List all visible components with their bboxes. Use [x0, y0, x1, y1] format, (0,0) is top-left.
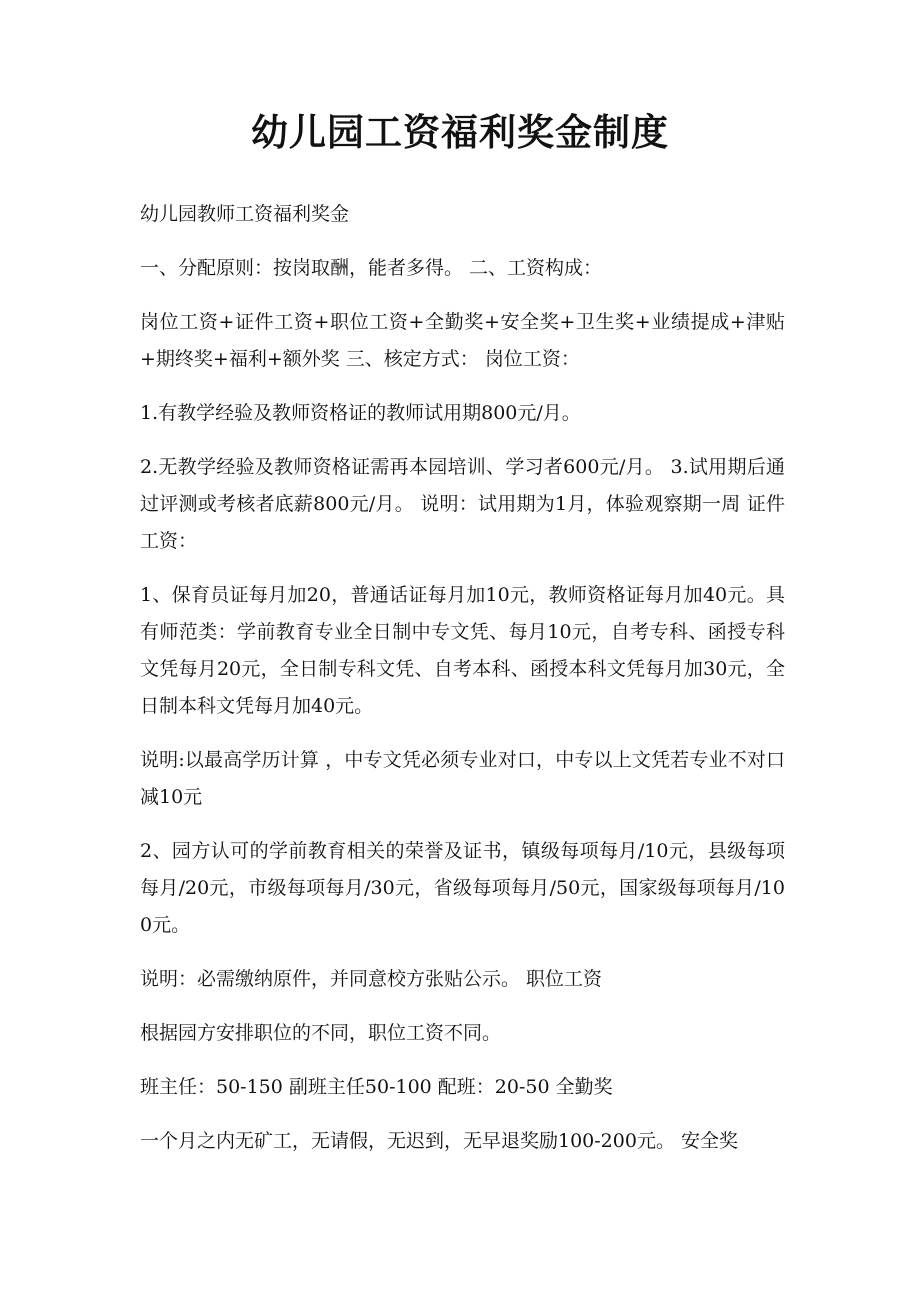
- paragraph-principles: 一、分配原则：按岗取酬，能者多得。 二、工资构成：: [140, 257, 603, 279]
- paragraph-salary-composition: 岗位工资+证件工资+职位工资+全勤奖+安全奖+卫生奖+业绩提成+津贴+期终奖+福利+额外奖 三、核定方式： 岗位工资：: [140, 311, 785, 370]
- paragraph-honors: 2、园方认可的学前教育相关的荣誉及证书，镇级每项每月/10元，县级每项每月/20元，市级每项每月/30元，省级每项每月/50元，国家级每项每月/100元。: [140, 840, 785, 936]
- paragraph-position-salary: 根据园方安排职位的不同，职位工资不同。: [140, 1022, 502, 1044]
- paragraph-education-note: 说明:以最高学历计算 ，中专文凭必须专业对口，中专以上文凭若专业不对口减10元: [140, 749, 785, 808]
- paragraph-trial-salary-inexperienced: 2.无教学经验及教师资格证需再本园培训、学习者600元/月。 3.试用期后通过评测或考核者底薪800元/月。 说明：试用期为1月，体验观察期一周 证件工资：: [140, 456, 785, 552]
- document-title: 幼儿园工资福利奖金制度: [251, 111, 669, 154]
- paragraph-trial-salary-experienced: 1.有教学经验及教师资格证的教师试用期800元/月。: [140, 402, 581, 424]
- paragraph-honors-note: 说明：必需缴纳原件，并同意校方张贴公示。 职位工资: [140, 968, 603, 990]
- paragraph-certificate-salary: 1、保育员证每月加20，普通话证每月加10元，教师资格证每月加40元。具有师范类：学前教育专业全日制中专文凭、每月10元，自考专科、函授专科文凭每月20元，全日制专科文凭、自考本科、函授本科文凭每月加30元，全日制本科文凭每月加40元。: [140, 584, 785, 717]
- document-body: [140, 196, 785, 1177]
- paragraph-position-ranges: 班主任：50-150 副班主任50-100 配班：20-50 全勤奖: [140, 1076, 613, 1098]
- paragraph-attendance-bonus: 一个月之内无矿工，无请假，无迟到，无早退奖励100-200元。 安全奖: [140, 1130, 738, 1152]
- paragraph-subtitle: 幼儿园教师工资福利奖金: [140, 203, 350, 225]
